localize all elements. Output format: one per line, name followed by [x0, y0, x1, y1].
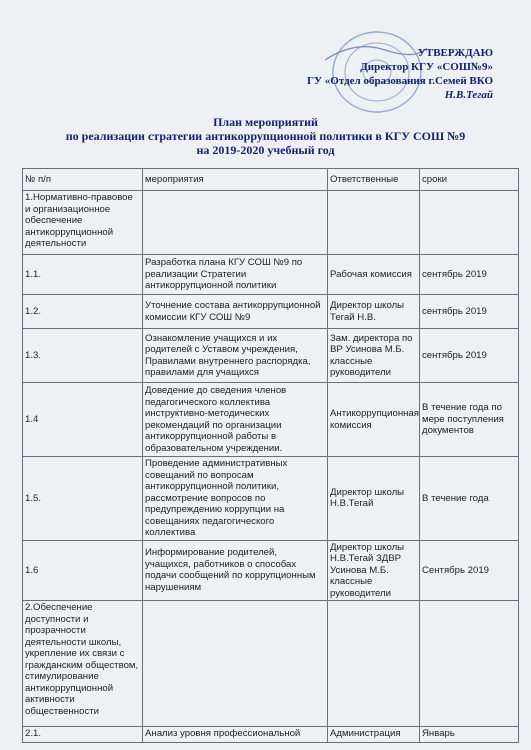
activity-cell: Проведение административных совещаний по вопросам антикоррупционной политики, рассмотрение вопросов по предупреждению коррупции на совещаниях педагогического коллектива [143, 457, 328, 541]
header-number: № п/п [23, 169, 143, 191]
section-cell: 2.Обеспечение доступности и прозрачности деятельности школы, укрепление их связи с гражданским обществом, стимулирование антикоррупционной активности общественности [23, 601, 143, 727]
activity-cell: Информирование родителей, учащихся, работников о способах подачи сообщений по коррупционным нарушениям [143, 540, 328, 601]
activity-cell [143, 191, 328, 255]
activity-cell: Ознакомление учащихся и их родителей с Уставом учреждения, Правилами внутреннего распорядка, правилами для учащихся [143, 329, 328, 383]
deadline-cell: сентябрь 2019 [420, 295, 519, 329]
responsible-cell: Зам. директора по ВР Усинова М.Б. классные руководители [328, 329, 420, 383]
title-line-3: на 2019-2020 учебный год [196, 143, 335, 157]
header-responsible: Ответственные [328, 169, 420, 191]
table-row [23, 457, 519, 541]
title-line-2: по реализации стратегии антикоррупционной политики в КГУ СОШ №9 [65, 129, 466, 143]
number-cell: 1.2. [23, 295, 143, 329]
number-cell: 2.1. [23, 727, 143, 743]
activity-cell [143, 601, 328, 727]
deadline-cell: сентябрь 2019 [420, 255, 519, 295]
deadline-cell: В течение года по мере поступления документов [420, 383, 519, 457]
table-header-row [23, 169, 519, 191]
header-activities: мероприятия [143, 169, 328, 191]
table-row [23, 329, 519, 383]
number-cell: 1.4 [23, 383, 143, 457]
table-row [23, 255, 519, 295]
responsible-cell: Администрация [328, 727, 420, 743]
responsible-cell [328, 601, 420, 727]
header-deadline: сроки [420, 169, 519, 191]
deadline-cell: Сентябрь 2019 [420, 540, 519, 601]
responsible-cell: Рабочая комиссия [328, 255, 420, 295]
activities-table [22, 168, 519, 743]
approval-line-1: УТВЕРЖДАЮ [417, 47, 493, 59]
document-title [0, 115, 531, 157]
deadline-cell: В течение года [420, 457, 519, 541]
table-row [23, 383, 519, 457]
table-row [23, 540, 519, 601]
table-row [23, 191, 519, 255]
section-cell: 1.Нормативно-правовое и организационное обеспечение антикоррупционной деятельности [23, 191, 143, 255]
responsible-cell: Директор школы Тегай Н.В. [328, 295, 420, 329]
activity-cell: Доведение до сведения членов педагогического коллектива инструктивно-методических рекомендаций по организации антикоррупционной работы в образовательном учреждении. [143, 383, 328, 457]
table-row [23, 295, 519, 329]
responsible-cell: Директор школы Н.В.Тегай ЗДВР Усинова М.Б. классные руководители [328, 540, 420, 601]
responsible-cell: Антикоррупционная комиссия [328, 383, 420, 457]
number-cell: 1.6 [23, 540, 143, 601]
table-row [23, 601, 519, 727]
responsible-cell [328, 191, 420, 255]
number-cell: 1.3. [23, 329, 143, 383]
title-line-1: План мероприятий [213, 115, 318, 129]
approval-signature: Н.В.Тегай [444, 89, 493, 101]
deadline-cell [420, 191, 519, 255]
deadline-cell: Январь [420, 727, 519, 743]
deadline-cell [420, 601, 519, 727]
number-cell: 1.1. [23, 255, 143, 295]
table-row [23, 727, 519, 743]
deadline-cell: сентябрь 2019 [420, 329, 519, 383]
approval-block [307, 46, 493, 102]
approval-line-2: Директор КГУ «СОШ№9» [360, 61, 493, 73]
approval-line-3: ГУ «Отдел образования г.Семей ВКО [306, 75, 493, 87]
activity-cell: Уточнение состава антикоррупционной комиссии КГУ СОШ №9 [143, 295, 328, 329]
responsible-cell: Директор школы Н.В.Тегай [328, 457, 420, 541]
activity-cell: Анализ уровня профессиональной [143, 727, 328, 743]
number-cell: 1.5. [23, 457, 143, 541]
activity-cell: Разработка плана КГУ СОШ №9 по реализации Стратегии антикоррупционной политики [143, 255, 328, 295]
